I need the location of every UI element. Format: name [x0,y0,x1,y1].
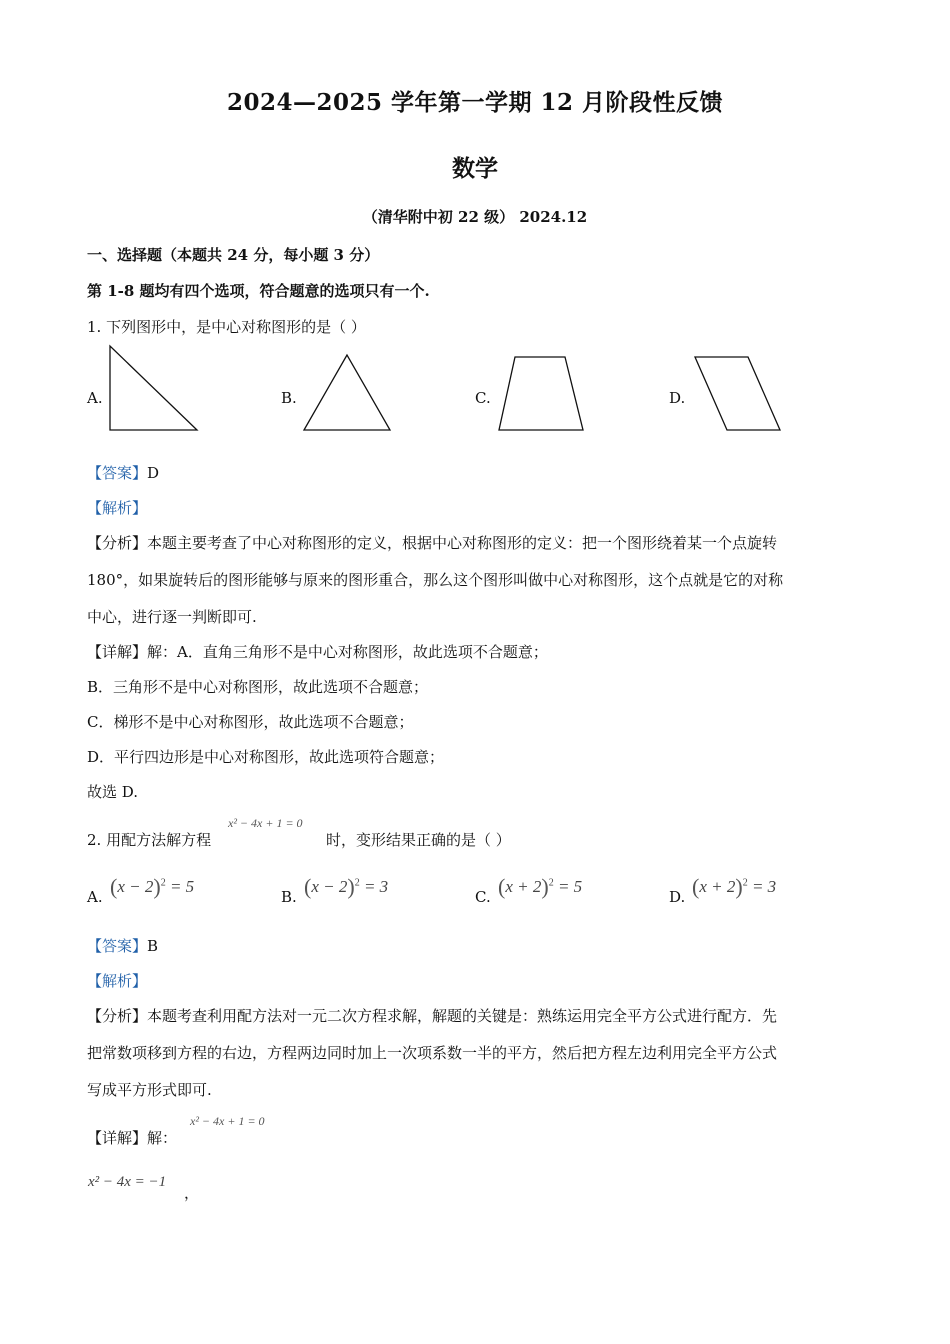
q2-option-d-label: D. [669,888,686,906]
document-title: 2024—2025 学年第一学期 12 月阶段性反馈 [226,89,724,116]
q2-option-c-inner: x + 2 [505,877,542,896]
q1-detail-a: 【详解】解：A．直角三角形不是中心对称图形，故此选项不合题意； [87,643,548,661]
q1-analysis-line2: 180°，如果旋转后的图形能够与原来的图形重合，那么这个图形叫做中心对称图形，这个点就是它的对称 [87,571,784,589]
q2-option-d-expression: $(x + 2)^2 = 3$ [692,874,777,899]
trapezoid-figure [495,352,590,435]
q2-step1-equation: x² − 4x = −1 [88,1174,167,1190]
q2-option-b-rhs: = 3 [363,877,389,896]
q2-stem-after: 时，变形结果正确的是（ ） [326,831,511,849]
q2-option-a-label: A. [87,888,103,906]
q1-option-a-label: A. [87,389,103,407]
q2-option-a-inner: x − 2 [117,877,154,896]
q2-option-b-label: B. [281,888,297,906]
q1-analysis-line1: 【分析】本题主要考查了中心对称图形的定义，根据中心对称图形的定义：把一个图形绕着某一个点旋转 [87,534,778,552]
q1-option-c-label: C. [475,389,491,407]
q1-option-d-label: D. [669,389,686,407]
section-instruction: 第 1-8 题均有四个选项，符合题意的选项只有一个. [87,282,430,300]
q2-step1-suffix: ， [184,1184,200,1202]
q1-answer [87,462,159,483]
q2-stem-equation: x² − 4x + 1 = 0 [228,816,303,830]
q2-stem-before: 2. 用配方法解方程 [87,831,212,849]
q2-option-d-inner: x + 2 [699,877,736,896]
q2-answer-value: B [147,937,159,955]
q2-option-c-label: C. [475,888,491,906]
section-heading: 一、选择题（本题共 24 分，每小题 3 分） [87,246,380,264]
q1-conclusion: 故选 D. [87,783,139,801]
q1-option-b-label: B. [281,389,297,407]
q2-analysis-tag: 【解析】 [87,972,148,990]
q2-analysis-line2: 把常数项移到方程的右边，方程两边同时加上一次项系数一半的平方，然后把方程左边利用完全平方公式 [87,1044,778,1062]
q1-detail-b: B．三角形不是中心对称图形，故此选项不合题意； [87,678,429,696]
q2-option-b-expression: $(x - 2)^2 = 3$ [304,874,389,899]
right-triangle-figure [105,340,205,435]
q2-answer [87,935,158,956]
q1-analysis-tag: 【解析】 [87,499,148,517]
parallelogram-figure [690,352,785,435]
q2-analysis-line3: 写成平方形式即可. [87,1081,212,1099]
q2-option-d-rhs: = 3 [751,877,777,896]
triangle-figure [300,350,395,435]
q2-detail-equation: x² − 4x + 1 = 0 [190,1114,265,1128]
q2-answer-tag: 【答案】 [87,937,148,955]
q2-option-b-inner: x − 2 [311,877,348,896]
q2-option-a-rhs: = 5 [169,877,195,896]
q2-option-c-expression: $(x + 2)^2 = 5$ [498,874,583,899]
subject-title: 数学 [452,155,498,182]
q1-answer-tag: 【答案】 [87,464,148,482]
q1-analysis-line3: 中心，进行逐一判断即可. [87,608,257,626]
q2-analysis-line1: 【分析】本题考查利用配方法对一元二次方程求解，解题的关键是：熟练运用完全平方公式进行配方．先 [87,1007,778,1025]
q1-detail-c: C．梯形不是中心对称图形，故此选项不合题意； [87,713,414,731]
q1-answer-value: D [147,464,160,482]
q1-stem: 1. 下列图形中，是中心对称图形的是（ ） [87,318,366,336]
q2-option-c-rhs: = 5 [557,877,583,896]
document-meta: （清华附中初 22 级） 2024.12 [362,208,588,226]
q2-option-a-expression: $(x - 2)^2 = 5$ [110,874,195,899]
q1-detail-d: D．平行四边形是中心对称图形，故此选项符合题意； [87,748,445,766]
q2-detail-prefix: 【详解】解： [87,1129,178,1147]
